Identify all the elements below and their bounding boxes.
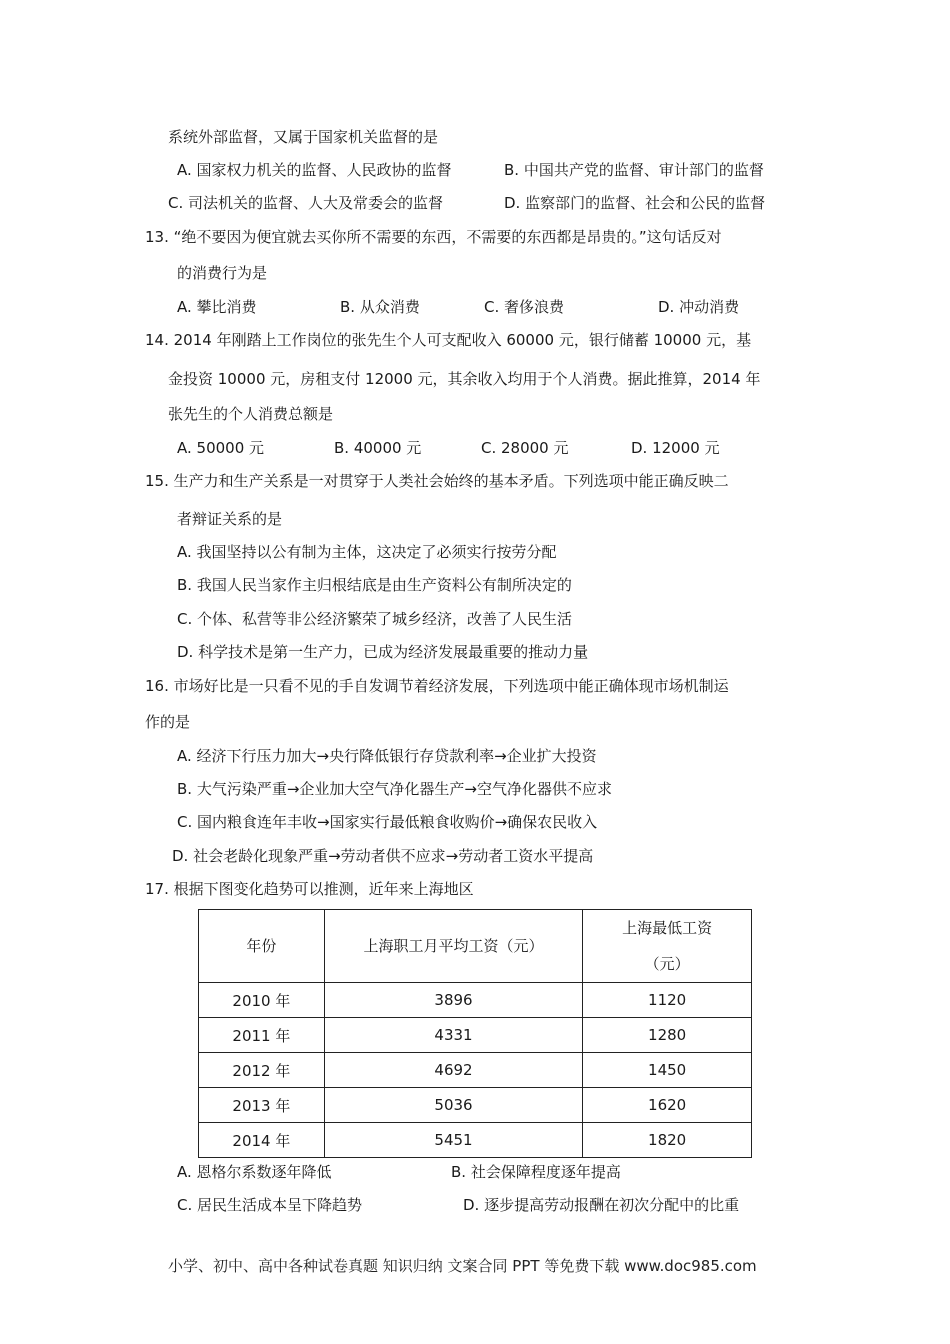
q16-option-c: C. 国内粮食连年丰收→国家实行最低粮食收购价→确保农民收入 [177,813,598,831]
q14-stem-line2: 金投资 10000 元，房租支付 12000 元，其余收入均用于个人消费。据此推算，2014 年 [168,370,761,388]
q12-option-c: C. 司法机关的监督、人大及常委会的监督 [168,194,444,212]
q17-option-b: B. 社会保障程度逐年提高 [451,1163,621,1181]
q17-option-d: D. 逐步提高劳动报酬在初次分配中的比重 [463,1196,740,1214]
cell-year: 2011 年 [199,1018,325,1053]
cell-average-wage: 3896 [324,983,582,1018]
q15-option-c: C. 个体、私营等非公经济繁荣了城乡经济，改善了人民生活 [177,610,573,628]
table-row [199,983,752,1018]
cell-minimum-wage: 1120 [583,983,752,1018]
q16-option-d: D. 社会老龄化现象严重→劳动者供不应求→劳动者工资水平提高 [172,847,594,865]
cell-average-wage: 5451 [324,1123,582,1158]
cell-year: 2014 年 [199,1123,325,1158]
header-minimum-wage [583,910,752,983]
q16-option-b: B. 大气污染严重→企业加大空气净化器生产→空气净化器供不应求 [177,780,612,798]
cell-minimum-wage: 1450 [583,1053,752,1088]
cell-minimum-wage: 1620 [583,1088,752,1123]
cell-minimum-wage: 1280 [583,1018,752,1053]
cell-year: 2012 年 [199,1053,325,1088]
q17-option-c: C. 居民生活成本呈下降趋势 [177,1196,363,1214]
q12-option-b: B. 中国共产党的监督、审计部门的监督 [504,161,764,179]
q17-stem: 17. 根据下图变化趋势可以推测，近年来上海地区 [145,880,474,898]
cell-minimum-wage: 1820 [583,1123,752,1158]
q14-option-c: C. 28000 元 [481,439,569,457]
q14-option-d: D. 12000 元 [631,439,720,457]
header-year: 年份 [199,910,325,983]
q13-stem-line1: 13. “绝不要因为便宜就去买你所不需要的东西，不需要的东西都是昂贵的。”这句话反对 [145,228,722,246]
q15-stem-line2: 者辩证关系的是 [177,510,283,528]
q13-stem-line2: 的消费行为是 [177,264,268,282]
header-minimum-wage-line1: 上海最低工资 [622,919,713,937]
q14-option-a: A. 50000 元 [177,439,265,457]
q14-stem-line3: 张先生的个人消费总额是 [168,405,334,423]
q16-stem-line1: 16. 市场好比是一只看不见的手自发调节着经济发展，下列选项中能正确体现市场机制运 [145,677,729,695]
q16-option-a: A. 经济下行压力加大→央行降低银行存贷款利率→企业扩大投资 [177,747,597,765]
q14-option-b: B. 40000 元 [334,439,422,457]
q16-stem-line2: 作的是 [145,713,191,731]
cell-average-wage: 4331 [324,1018,582,1053]
header-average-wage: 上海职工月平均工资（元） [324,910,582,983]
cell-year: 2010 年 [199,983,325,1018]
table-row [199,1053,752,1088]
header-minimum-wage-line2: （元） [644,955,690,973]
q15-option-a: A. 我国坚持以公有制为主体，这决定了必须实行按劳分配 [177,543,557,561]
q12-option-d: D. 监察部门的监督、社会和公民的监督 [504,194,766,212]
q15-option-d: D. 科学技术是第一生产力，已成为经济发展最重要的推动力量 [177,643,589,661]
question-continuation: 系统外部监督，又属于国家机关监督的是 [168,128,439,146]
table-row [199,1123,752,1158]
q14-stem-line1: 14. 2014 年刚踏上工作岗位的张先生个人可支配收入 60000 元，银行储蓄 10000 元，基 [145,331,752,349]
table-row [199,1018,752,1053]
q13-option-d: D. 冲动消费 [658,298,740,316]
footer-banner: 小学、初中、高中各种试卷真题 知识归纳 文案合同 PPT 等免费下载 www.doc985.com [168,1257,757,1275]
q13-option-a: A. 攀比消费 [177,298,257,316]
cell-average-wage: 4692 [324,1053,582,1088]
table-header-row [199,910,752,983]
q17-option-a: A. 恩格尔系数逐年降低 [177,1163,332,1181]
table-row [199,1088,752,1123]
q13-option-b: B. 从众消费 [340,298,420,316]
q12-option-a: A. 国家权力机关的监督、人民政协的监督 [177,161,452,179]
cell-year: 2013 年 [199,1088,325,1123]
cell-average-wage: 5036 [324,1088,582,1123]
wage-table [198,909,752,1158]
q13-option-c: C. 奢侈浪费 [484,298,565,316]
q15-option-b: B. 我国人民当家作主归根结底是由生产资料公有制所决定的 [177,576,572,594]
q15-stem-line1: 15. 生产力和生产关系是一对贯穿于人类社会始终的基本矛盾。下列选项中能正确反映二 [145,472,729,490]
